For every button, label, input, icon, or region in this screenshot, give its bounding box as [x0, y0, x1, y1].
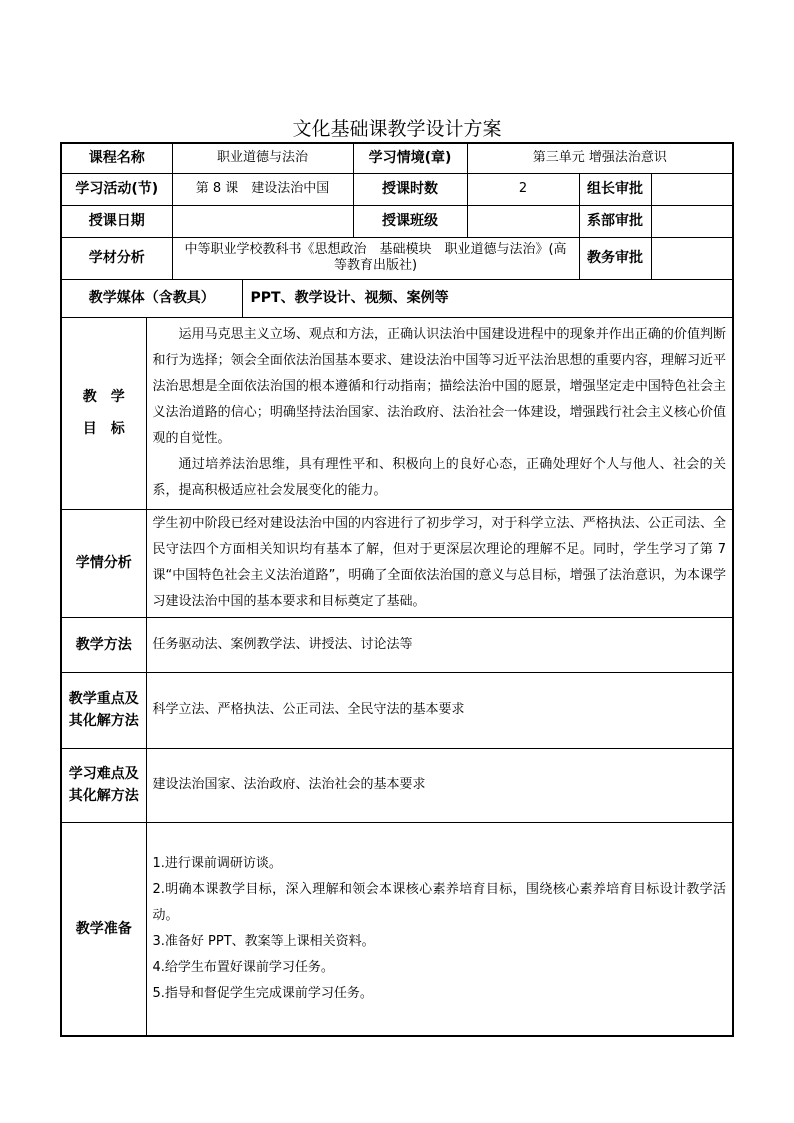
difficulties-content [146, 748, 733, 822]
material-value: 中等职业学校教科书《思想政治 基础模块 职业道德与法治》(高等教育出版社) [172, 237, 579, 279]
goals-label [61, 317, 146, 509]
course-name-value: 职业道德与法治 [172, 143, 353, 173]
page-title: 文化基础课教学设计方案 [292, 118, 502, 140]
prep-item: 2.明确本课教学目标，深入理解和领会本课核心素养培育目标，围绕核心素养培育目标设计教学活动。 [152, 881, 727, 923]
keypoints-content [146, 672, 733, 748]
prep-content [146, 822, 733, 1036]
goals-content [146, 317, 733, 509]
hours-label: 授课时数 [353, 173, 467, 205]
methods-content [146, 617, 733, 672]
prep-item: 3.准备好 PPT、教案等上课相关资料。 [152, 933, 375, 949]
difficulties-text: 建设法治国家、法治政府、法治社会的基本要求 [152, 777, 426, 792]
dept-approval-label: 系部审批 [579, 205, 651, 237]
course-name-label: 课程名称 [61, 143, 172, 173]
goals-paragraph-1: 运用马克思主义立场、观点和方法，正确认识法治中国建设进程中的现象并作出正确的价值判断和行为选择；领会全面依法治国基本要求、建设法治中国等习近平法治思想的重要内容，理解习近平法治思想是全面依法治国的根本遵循和行动指南；描绘法治中国的愿景，增强坚定走中国特色社会主义法治道路的信心；明确坚持法治国家、法治政府、法治社会一体建设，增强践行社会主义核心价值观的自觉性。 [152, 327, 727, 446]
situation-value: 第三单元 增强法治意识 [467, 143, 733, 173]
analysis-content [146, 509, 733, 617]
class-cell [467, 205, 579, 237]
keypoints-text: 科学立法、严格执法、公正司法、全民守法的基本要求 [152, 702, 465, 717]
prep-item: 4.给学生布置好课前学习任务。 [152, 959, 334, 975]
media-label: 教学媒体（含教具） [61, 279, 242, 317]
prep-list [147, 851, 733, 1007]
methods-text: 任务驱动法、案例教学法、讲授法、讨论法等 [152, 636, 413, 652]
media-value: PPT、教学设计、视频、案例等 [242, 279, 733, 317]
situation-label: 学习情境(章) [353, 143, 467, 173]
prep-label: 教学准备 [61, 822, 146, 1036]
difficulties-label: 学习难点及其化解方法 [61, 748, 146, 822]
affairs-approval-cell [651, 237, 733, 279]
class-label: 授课班级 [353, 205, 467, 237]
affairs-approval-label: 教务审批 [579, 237, 651, 279]
material-label: 学材分析 [61, 237, 172, 279]
goals-label-line1: 教 学 [82, 389, 125, 405]
activity-value: 第 8 课 建设法治中国 [172, 173, 353, 205]
analysis-text: 学生初中阶段已经对建设法治中国的内容进行了初步学习，对于科学立法、严格执法、公正司法、全民守法四个方面相关知识均有基本了解，但对于更深层次理论的理解不足。同时，学生学习了第 7 课“中国特色社会主义法治道路”，明确了全面依法治国的意义与总目标，增强了法治意识，为本课学习建设法治中国的基本要求和目标奠定了基础。 [152, 516, 727, 609]
prep-item: 1.进行课前调研访谈。 [152, 855, 282, 871]
keypoints-label: 教学重点及其化解方法 [61, 672, 146, 748]
goals-label-line2: 目 标 [82, 421, 125, 437]
lesson-plan-table [60, 142, 734, 1037]
dept-approval-cell [651, 205, 733, 237]
date-label: 授课日期 [61, 205, 172, 237]
prep-item: 5.指导和督促学生完成课前学习任务。 [152, 985, 373, 1001]
hours-value: 2 [467, 173, 579, 205]
goals-paragraph-2: 通过培养法治思维，具有理性平和、积极向上的良好心态，正确处理好个人与他人、社会的关系，提高积极适应社会发展变化的能力。 [152, 457, 727, 498]
activity-label: 学习活动(节) [61, 173, 172, 205]
leader-approval-cell [651, 173, 733, 205]
date-cell [172, 205, 353, 237]
leader-approval-label: 组长审批 [579, 173, 651, 205]
methods-label: 教学方法 [61, 617, 146, 672]
analysis-label: 学情分析 [61, 509, 146, 617]
